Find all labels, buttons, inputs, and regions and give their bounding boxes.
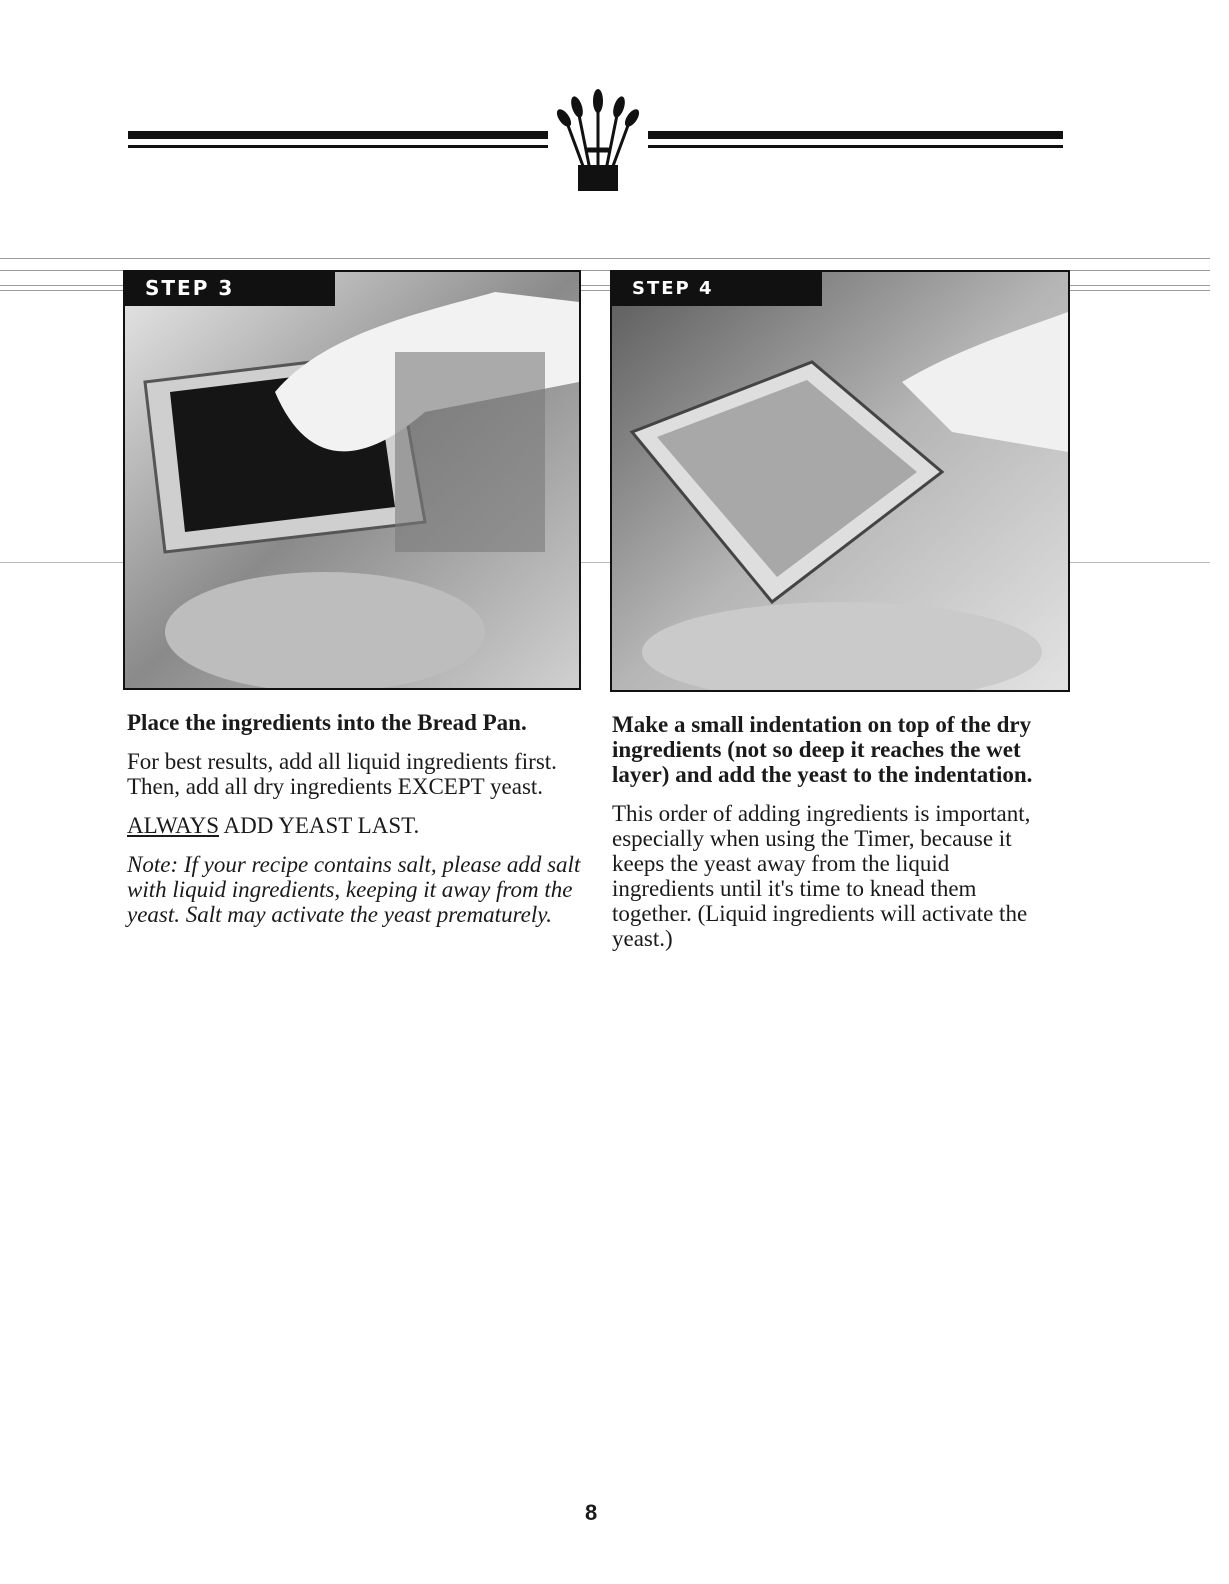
- step4-paragraph: This order of adding ingredients is important, especially when using the Timer, because it keeps the yeast away from the liquid ingredients until it's time to knead them together. (Liquid ingredients will activate the yeast.): [612, 801, 1031, 951]
- step3-headline: Place the ingredients into the Bread Pan.: [127, 710, 527, 735]
- step3-tab: [123, 270, 335, 306]
- step3-photo-frame: [123, 270, 581, 690]
- bread-pan-photo-icon: [125, 272, 579, 688]
- step3-note: Note: If your recipe contains salt, please add salt with liquid ingredients, keeping it away from the yeast. Salt may activate the yeast prematurely.: [127, 852, 581, 927]
- step3-paragraph: For best results, add all liquid ingredients first. Then, add all dry ingredients EXCEPT yeast.: [127, 749, 557, 799]
- step4-text-column: [612, 712, 1052, 965]
- wheat-sheaf-icon: [548, 85, 648, 195]
- divider-line: [0, 258, 1210, 259]
- always-underlined: ALWAYS: [127, 813, 220, 838]
- step3-text-column: [127, 710, 597, 927]
- step4-photo-frame: [610, 270, 1070, 692]
- page-number: 8: [585, 1500, 598, 1525]
- step4-tab-label: STEP 4: [632, 277, 714, 299]
- always-rest: ADD YEAST LAST.: [219, 813, 420, 838]
- step4-tab: [610, 270, 822, 306]
- bread-pan-indentation-photo-icon: [612, 272, 1068, 690]
- step4-headline: Make a small indentation on top of the dry ingredients (not so deep it reaches the wet layer) and add the yeast to the indentation.: [612, 712, 1033, 787]
- step3-always-line: [127, 813, 597, 838]
- step3-tab-label: STEP 3: [145, 276, 235, 300]
